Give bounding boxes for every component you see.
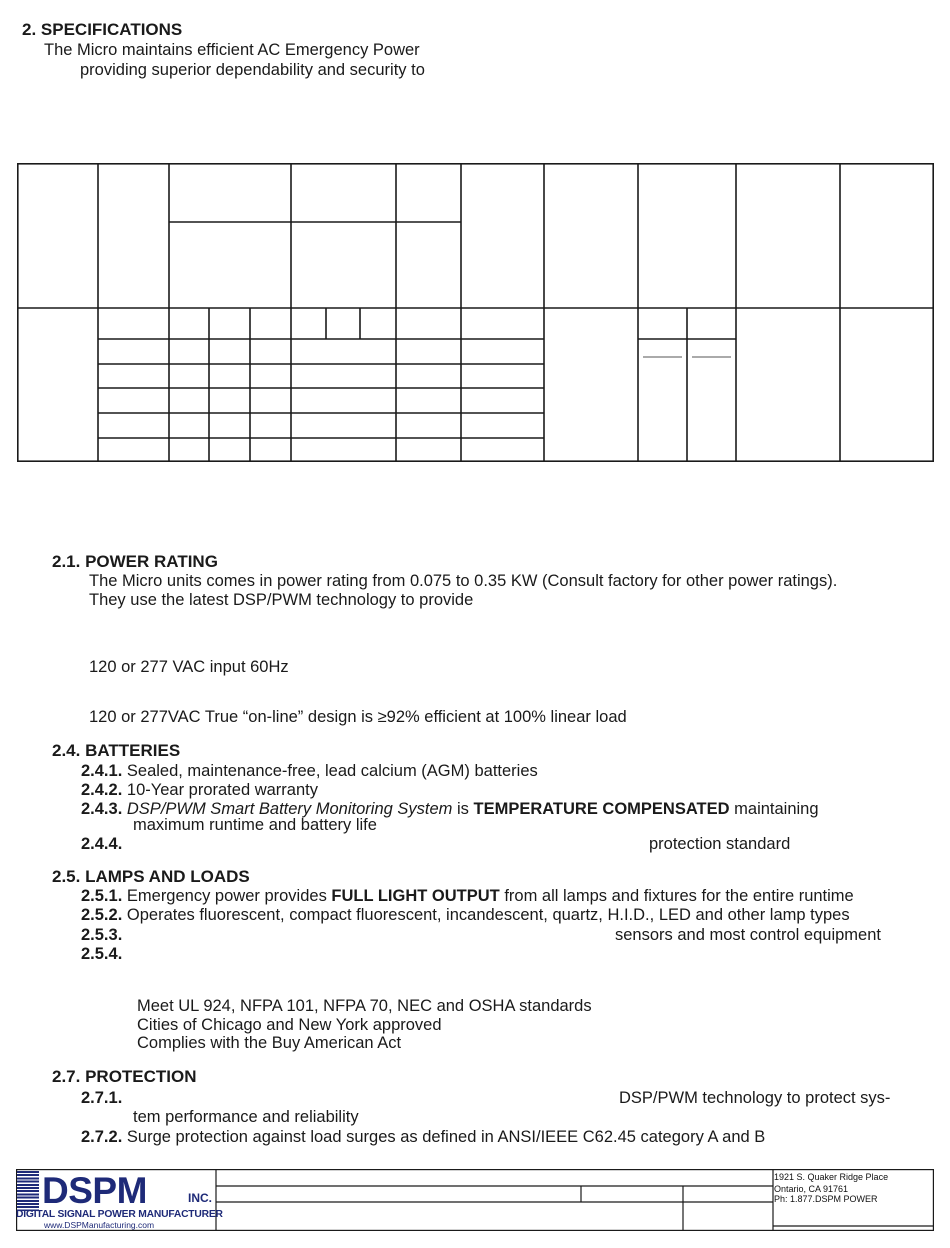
protection-item-2-text: Surge protection against load surges as defined in ANSI/IEEE C62.45 category A and B — [126, 1128, 766, 1146]
battery-item-2-text: 10-Year prorated warranty — [126, 781, 318, 799]
lamp-item-2-text: Operates fluorescent, compact fluorescent, incandescent, quartz, H.I.D., LED and other lamp types — [126, 906, 850, 924]
battery-item-2 — [81, 781, 318, 800]
battery-item-1-text: Sealed, maintenance-free, lead calcium (AGM) batteries — [126, 762, 538, 780]
protection-heading: 2.7. PROTECTION — [52, 1067, 197, 1086]
lamp-item-1-number: 2.5.1. — [81, 887, 123, 905]
power-rating-line-2: They use the latest DSP/PWM technology to provide — [89, 591, 474, 609]
address-line-1: 1921 S. Quaker Ridge Place — [774, 1172, 889, 1182]
lamp-item-3-text: sensors and most control equipment — [615, 926, 881, 944]
battery-item-3-bold: TEMPERATURE COMPENSATED — [473, 800, 730, 818]
battery-item-4-number: 2.4.4. — [81, 835, 123, 853]
power-rating-line-1: The Micro units comes in power rating from 0.075 to 0.35 KW (Consult factory for other power ratings). — [89, 572, 838, 590]
footer-title-block — [16, 1169, 934, 1231]
protection-item-2 — [81, 1128, 765, 1147]
batteries-heading: 2.4. BATTERIES — [52, 741, 181, 760]
battery-item-1 — [81, 762, 538, 781]
intro-line-1: The Micro maintains efficient AC Emergency Power — [44, 41, 420, 59]
standards-line-3: Complies with the Buy American Act — [137, 1034, 402, 1052]
lamps-heading: 2.5. LAMPS AND LOADS — [52, 867, 250, 886]
address-line-2: Ontario, CA 91761 — [774, 1184, 849, 1194]
company-tagline: DIGITAL SIGNAL POWER MANUFACTURER — [16, 1209, 223, 1220]
protection-item-1-text: DSP/PWM technology to protect sys- — [619, 1089, 891, 1107]
standards-line-2: Cities of Chicago and New York approved — [137, 1016, 442, 1034]
input-voltage-line: 120 or 277 VAC input 60Hz — [89, 658, 289, 676]
lamp-item-2 — [81, 906, 850, 925]
company-logo-suffix: INC. — [188, 1191, 212, 1205]
logo-stripes-icon — [17, 1171, 39, 1211]
battery-item-2-number: 2.4.2. — [81, 781, 123, 799]
lamp-item-1 — [81, 887, 854, 906]
intro-line-2: providing superior dependability and security to — [80, 61, 425, 79]
lamp-item-3-number: 2.5.3. — [81, 926, 123, 944]
output-efficiency-line: 120 or 277VAC True “on-line” design is ≥92% efficient at 100% linear load — [89, 708, 627, 726]
battery-item-3-continuation: maximum runtime and battery life — [133, 816, 377, 834]
battery-item-1-number: 2.4.1. — [81, 762, 123, 780]
power-rating-heading: 2.1. POWER RATING — [52, 552, 218, 571]
section-title: 2. SPECIFICATIONS — [22, 20, 183, 39]
battery-item-4-text: protection standard — [649, 835, 791, 853]
battery-item-3-tail: maintaining — [729, 800, 819, 818]
protection-item-1-number: 2.7.1. — [81, 1089, 123, 1107]
company-logo: DSPM — [42, 1170, 147, 1211]
standards-line-1: Meet UL 924, NFPA 101, NFPA 70, NEC and OSHA standards — [137, 997, 592, 1015]
lamp-item-4-number: 2.5.4. — [81, 945, 123, 963]
lamp-item-1-pre: Emergency power provides — [126, 887, 332, 905]
protection-item-1-continuation: tem performance and reliability — [133, 1108, 359, 1126]
spec-table-grid — [17, 163, 934, 462]
battery-item-3-number: 2.4.3. — [81, 800, 123, 818]
protection-item-2-number: 2.7.2. — [81, 1128, 123, 1146]
lamp-item-1-bold: FULL LIGHT OUTPUT — [331, 887, 500, 905]
lamp-item-2-number: 2.5.2. — [81, 906, 123, 924]
battery-item-3-mid: is — [452, 800, 474, 818]
phone-number: Ph: 1.877.DSPM POWER — [774, 1194, 878, 1204]
battery-item-3-italic: DSP/PWM Smart Battery Monitoring System — [126, 800, 453, 818]
company-website: www.DSPManufacturing.com — [44, 1220, 155, 1230]
spec-table — [17, 163, 934, 462]
lamp-item-1-tail: from all lamps and fixtures for the entire runtime — [499, 887, 854, 905]
